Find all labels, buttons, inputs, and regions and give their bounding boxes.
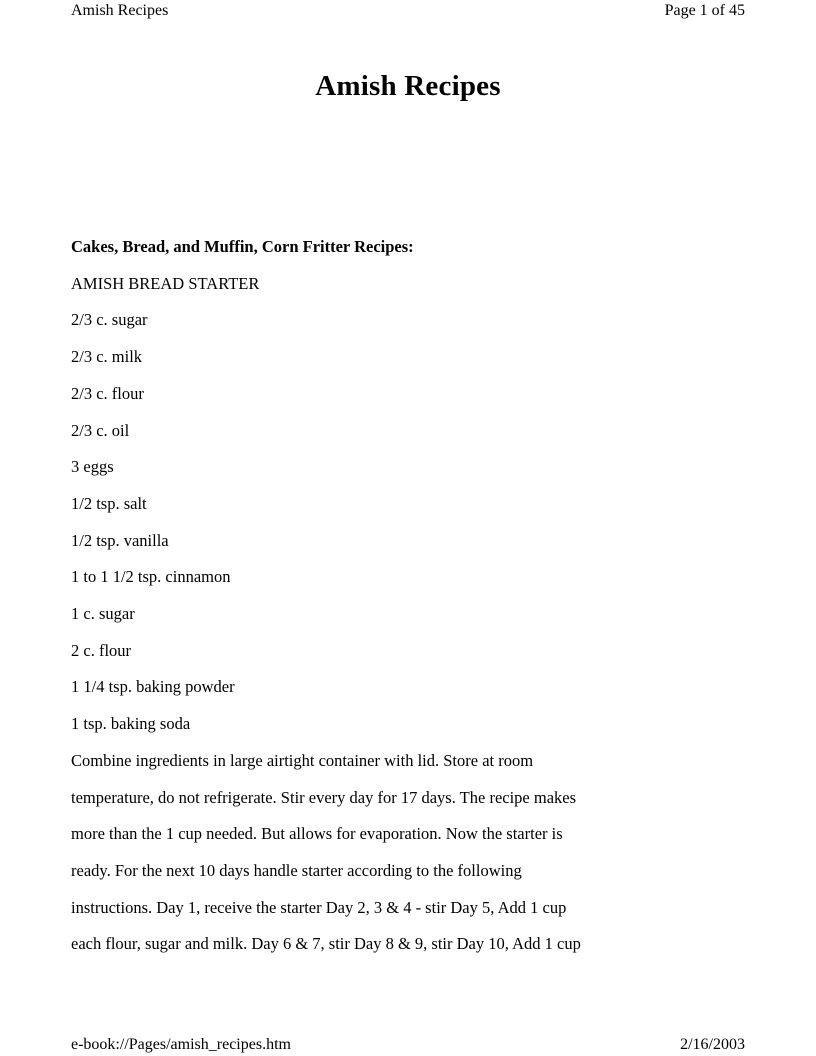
instructions-paragraph xyxy=(71,743,756,963)
instruction-line: each flour, sugar and milk. Day 6 & 7, stir Day 8 & 9, stir Day 10, Add 1 cup xyxy=(71,934,581,954)
footer-url: e-book://Pages/amish_recipes.htm xyxy=(71,1036,291,1053)
ingredient-line: 2/3 c. sugar xyxy=(71,310,148,330)
ingredient-list xyxy=(71,266,756,743)
ingredient-line: 3 eggs xyxy=(71,457,114,477)
ingredient-line: 2/3 c. oil xyxy=(71,420,130,440)
ingredient-line: 1/2 tsp. salt xyxy=(71,493,147,513)
ingredient-line: 1 1/4 tsp. baking powder xyxy=(71,677,235,697)
instruction-line: temperature, do not refrigerate. Stir every day for 17 days. The recipe makes xyxy=(71,787,577,807)
instruction-line: ready. For the next 10 days handle starter according to the following xyxy=(71,860,522,880)
section-heading: Cakes, Bread, and Muffin, Corn Fritter Recipes: xyxy=(71,237,414,256)
header-document-name: Amish Recipes xyxy=(71,2,169,19)
document-content xyxy=(71,229,756,963)
ingredient-line: AMISH BREAD STARTER xyxy=(71,273,260,293)
document-title: Amish Recipes xyxy=(315,70,501,102)
instruction-line: more than the 1 cup needed. But allows for evaporation. Now the starter is xyxy=(71,824,563,844)
ingredient-line: 1 c. sugar xyxy=(71,604,135,624)
ingredient-line: 1 tsp. baking soda xyxy=(71,714,191,734)
ingredient-line: 1 to 1 1/2 tsp. cinnamon xyxy=(71,567,231,587)
footer-date: 2/16/2003 xyxy=(680,1036,745,1053)
instruction-line: instructions. Day 1, receive the starter Day 2, 3 & 4 - stir Day 5, Add 1 cup xyxy=(71,897,567,917)
ingredient-line: 2/3 c. flour xyxy=(71,383,144,403)
page-footer xyxy=(71,1035,745,1054)
ingredient-line: 1/2 tsp. vanilla xyxy=(71,530,169,550)
ingredient-line: 2 c. flour xyxy=(71,640,132,660)
page-header xyxy=(71,1,745,20)
instruction-line: Combine ingredients in large airtight container with lid. Store at room xyxy=(71,750,534,770)
header-page-number: Page 1 of 45 xyxy=(664,2,745,19)
ingredient-line: 2/3 c. milk xyxy=(71,347,143,367)
